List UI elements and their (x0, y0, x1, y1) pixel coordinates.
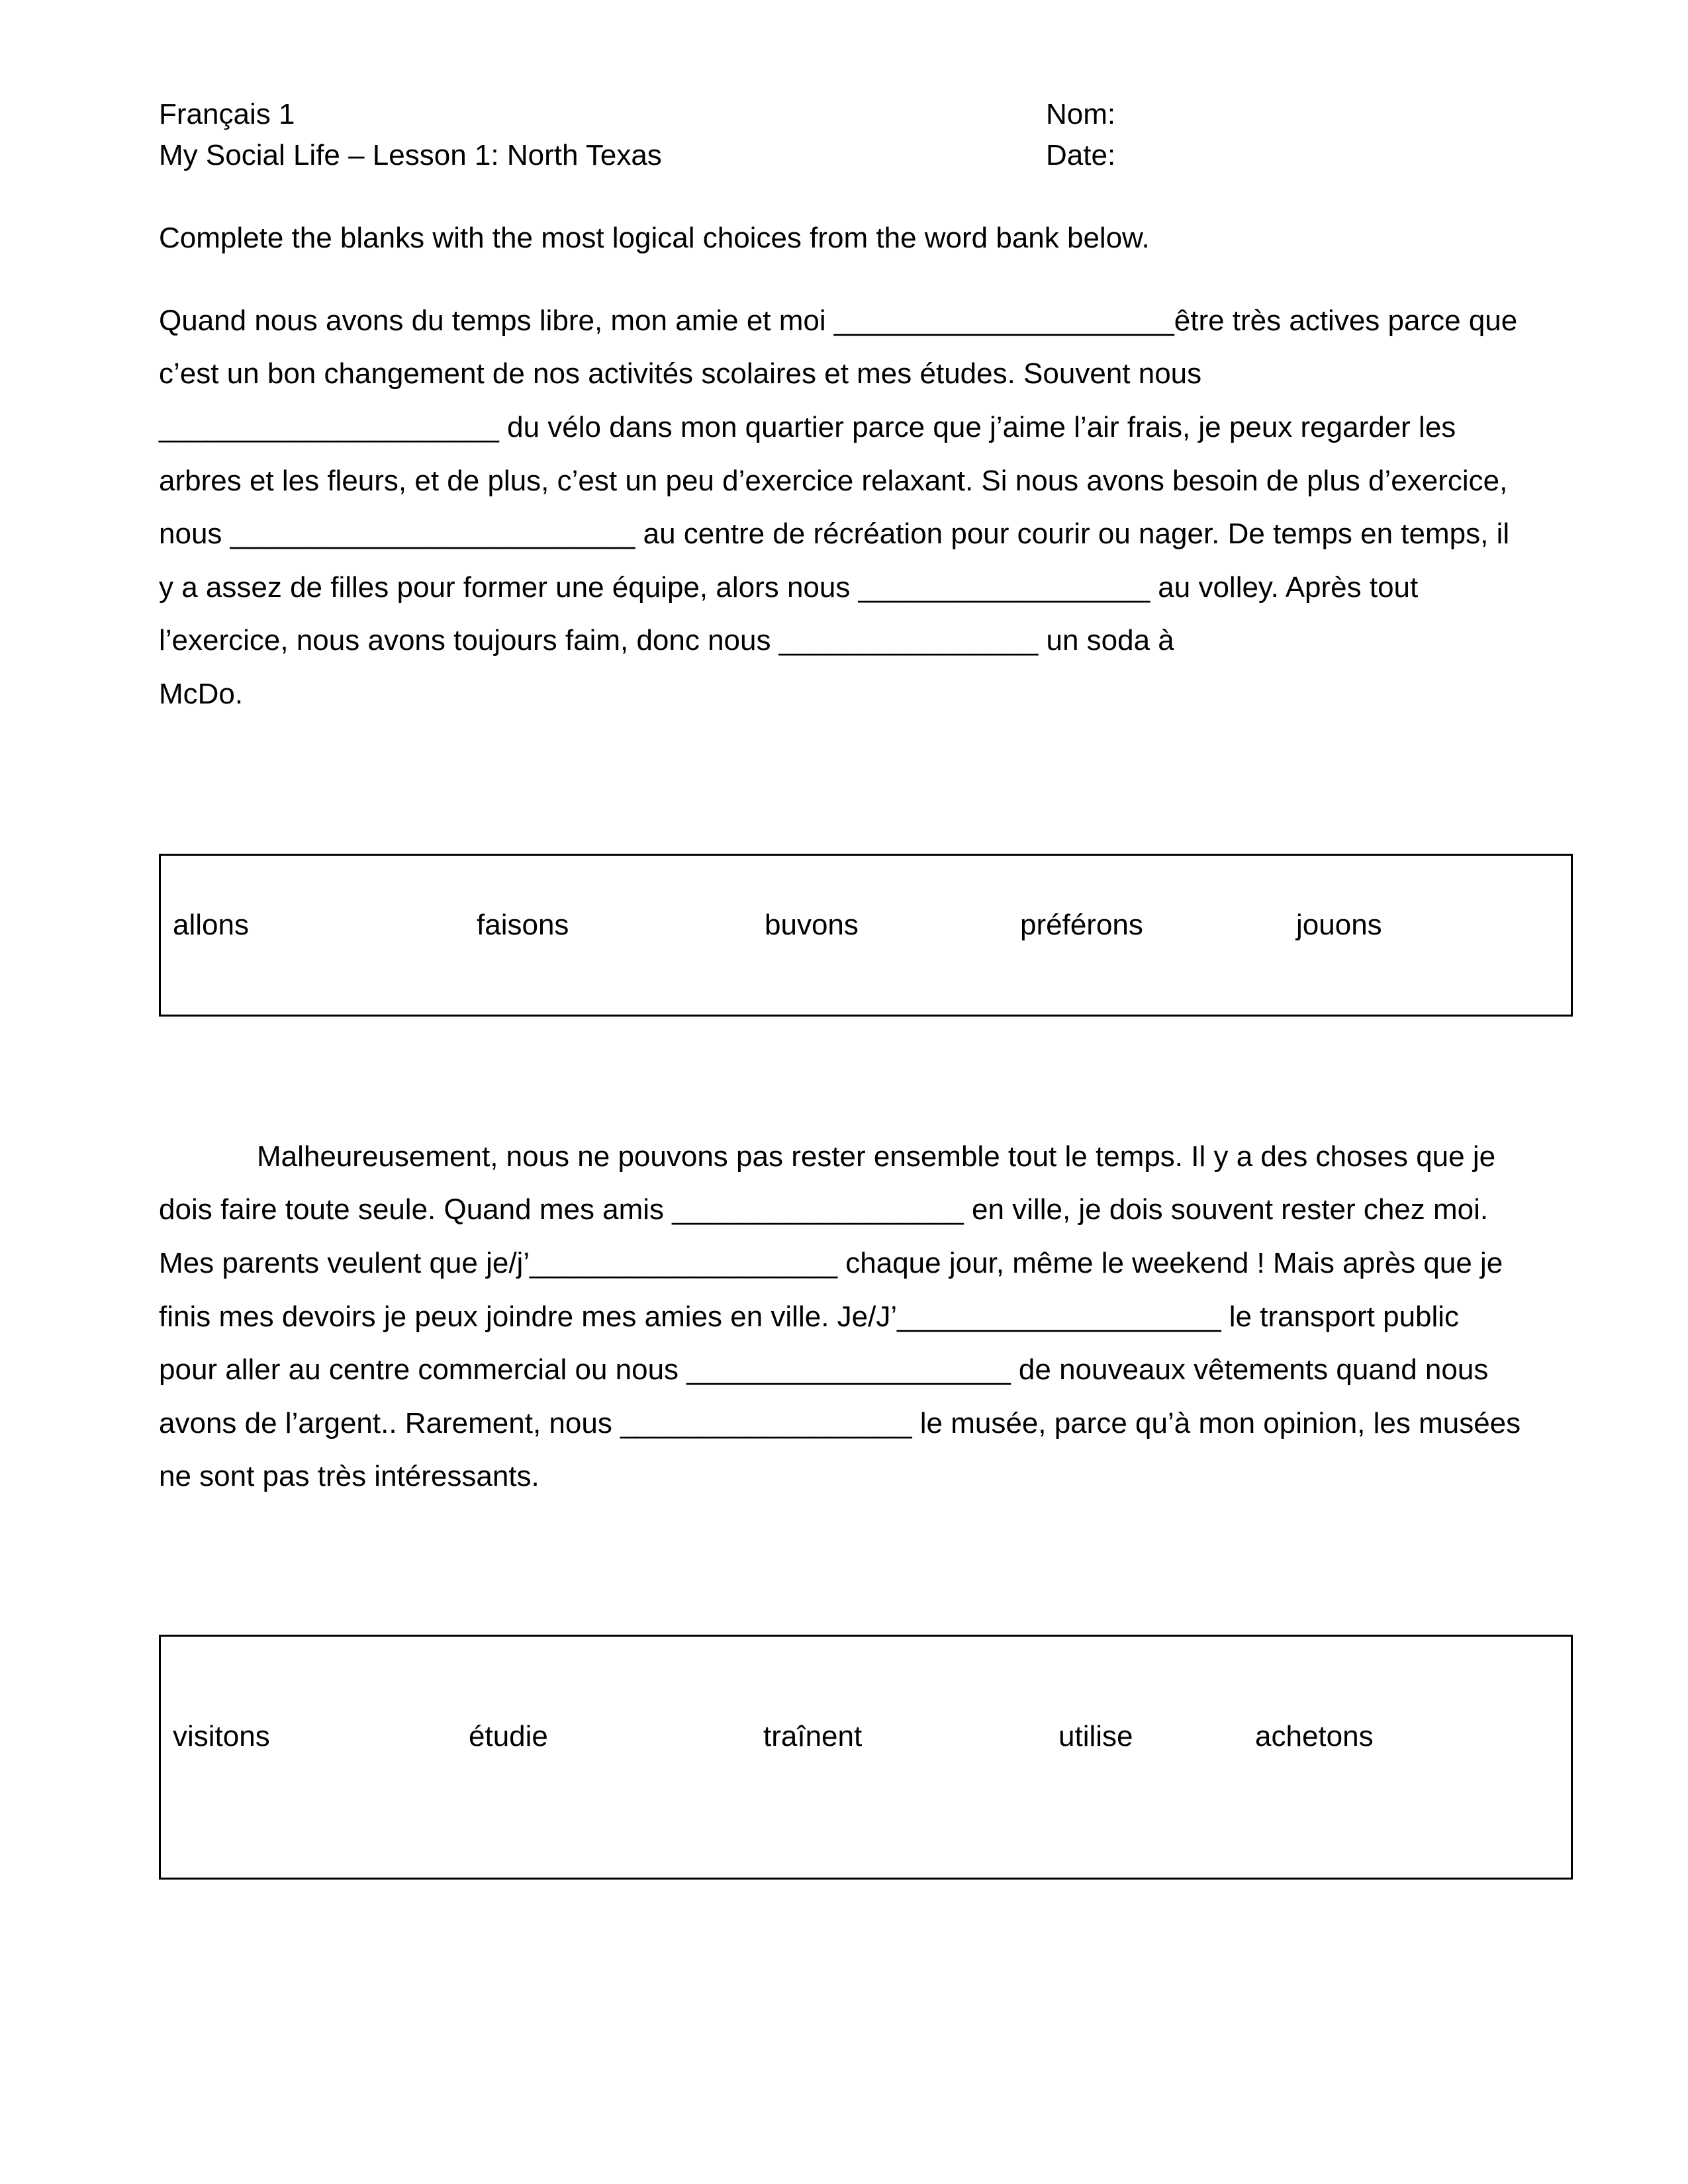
date-label: Date: (1046, 139, 1116, 171)
word-bank-2 (159, 1635, 1573, 1880)
passage-line: y a assez de filles pour former une équipe, alors nous __________________ au volley. Après tout (159, 571, 1419, 604)
word-bank-item: buvons (765, 909, 859, 941)
passage-line: arbres et les fleurs, et de plus, c’est un peu d’exercice relaxant. Si nous avons besoin de plus d’exercice, (159, 465, 1508, 497)
word-bank-1 (159, 854, 1573, 1017)
name-label: Nom: (1046, 98, 1116, 130)
word-bank-item: traînent (763, 1720, 863, 1752)
word-bank-item: jouons (1296, 909, 1382, 941)
lesson-title: My Social Life – Lesson 1: North Texas (159, 139, 662, 171)
passage-line: Quand nous avons du temps libre, mon amie et moi _____________________être très actives parce que (159, 304, 1518, 337)
passage-line: Mes parents veulent que je/j’___________________ chaque jour, même le weekend ! Mais après que je (159, 1247, 1503, 1279)
instructions: Complete the blanks with the most logical choices from the word bank below. (159, 222, 1150, 254)
word-bank-item: étudie (469, 1720, 548, 1752)
word-bank-item: préférons (1020, 909, 1143, 941)
word-bank-item: allons (173, 909, 249, 941)
passage-line: ne sont pas très intéressants. (159, 1460, 539, 1492)
passage-line: pour aller au centre commercial ou nous ____________________ de nouveaux vêtements quand nous (159, 1353, 1489, 1386)
word-bank-item: visitons (173, 1720, 270, 1752)
passage-line: l’exercice, nous avons toujours faim, donc nous ________________ un soda à (159, 624, 1174, 657)
passage-line: c’est un bon changement de nos activités scolaires et mes études. Souvent nous (159, 357, 1202, 390)
word-bank-item: faisons (477, 909, 569, 941)
course-title: Français 1 (159, 98, 295, 130)
passage-line: Malheureusement, nous ne pouvons pas rester ensemble tout le temps. Il y a des choses que je (257, 1140, 1496, 1173)
passage-line: avons de l’argent.. Rarement, nous __________________ le musée, parce qu’à mon opinion, les musées (159, 1407, 1521, 1439)
passage-line: finis mes devoirs je peux joindre mes amies en ville. Je/J’____________________ le transport public (159, 1300, 1460, 1333)
word-bank-item: achetons (1255, 1720, 1374, 1752)
word-bank-item: utilise (1058, 1720, 1133, 1752)
passage-line: dois faire toute seule. Quand mes amis __________________ en ville, je dois souvent rester chez moi. (159, 1193, 1489, 1226)
passage-line: nous _________________________ au centre de récréation pour courir ou nager. De temps en temps, il (159, 518, 1510, 550)
passage-line: _____________________ du vélo dans mon quartier parce que j’aime l’air frais, je peux regarder les (159, 411, 1456, 443)
passage-line: McDo. (159, 678, 244, 710)
